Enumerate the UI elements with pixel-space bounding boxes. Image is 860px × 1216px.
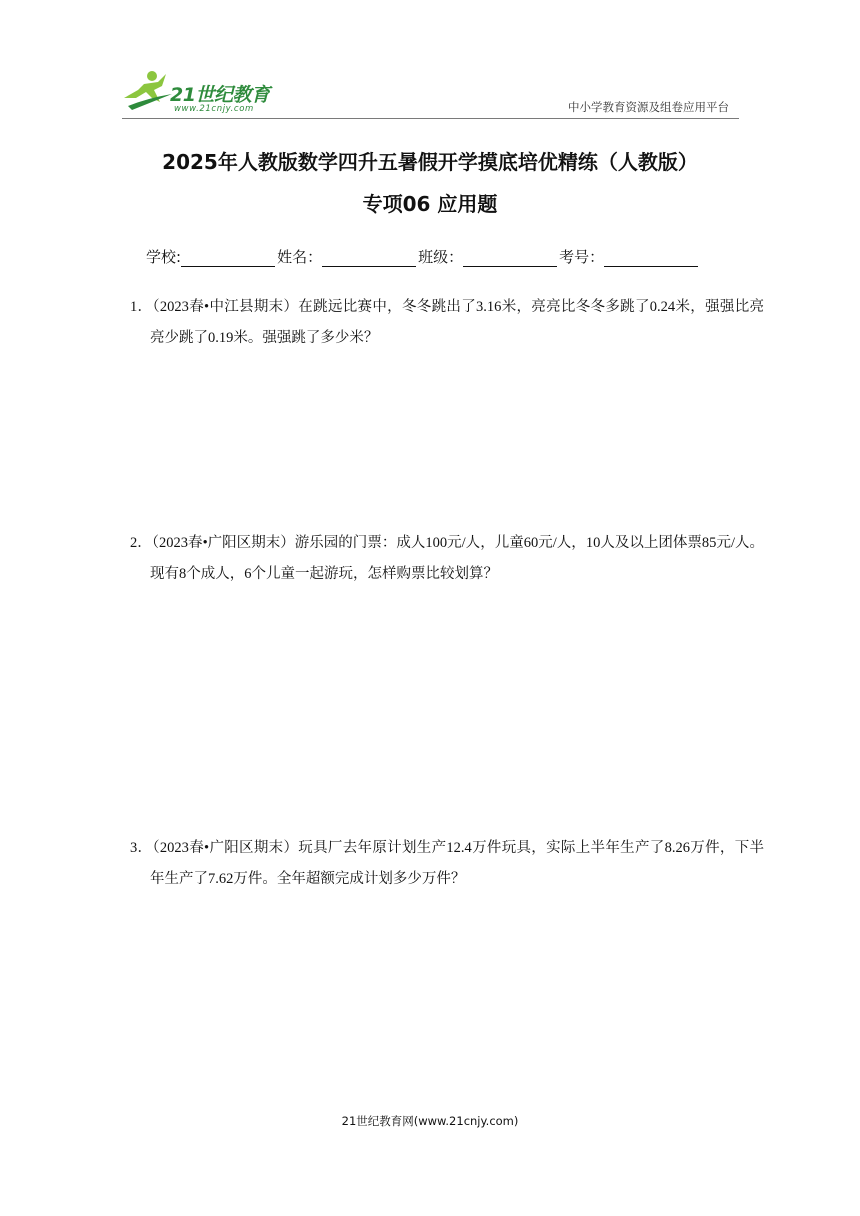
question-text: 在跳远比赛中，冬冬跳出了3.16米，亮亮比冬冬多跳了0.24米，强强比亮亮少跳了0.19米。强强跳了多少米？ [150,299,765,346]
exam-number-field[interactable] [604,248,698,267]
question-number: 1． [130,299,153,315]
question-1 [130,292,764,354]
question-3 [130,833,764,895]
school-field[interactable] [181,248,275,267]
question-text: 玩具厂去年原计划生产12.4万件玩具，实际上半年生产了8.26万件，下半年生产了7.62万件。全年超额完成计划多少万件？ [150,840,765,887]
logo [122,68,292,118]
name-field[interactable] [322,248,416,267]
header-divider [122,118,739,119]
logo-text: 21世纪教育 [170,84,270,106]
class-field[interactable] [463,248,557,267]
class-label: 班级： [418,248,464,266]
runner-logo-icon [122,68,174,114]
platform-tagline: 中小学教育资源及组卷应用平台 [568,100,729,114]
question-number: 2． [130,535,152,551]
question-text: 游乐园的门票：成人100元/人，儿童60元/人，10人及以上团体票85元/人。现有8个成人，6个儿童一起游玩，怎样购票比较划算？ [150,535,765,582]
page-title: 2025年人教版数学四升五暑假开学摸底培优精练（人教版） [162,150,698,174]
question-source: （2023春•广阳区期末） [151,535,295,551]
page-footer: 21世纪教育网(www.21cnjy.com) [341,1114,519,1128]
school-label: 学校: [146,248,182,266]
exam-number-label: 考号： [559,248,605,266]
page-header [0,0,860,120]
question-source: （2023春•广阳区期末） [152,840,299,856]
name-label: 姓名： [277,248,323,266]
question-2 [130,528,764,590]
page-subtitle: 专项06 应用题 [362,192,498,216]
question-source: （2023春•中江县期末） [152,299,299,315]
question-number: 3． [130,840,153,856]
student-info-fields [146,246,726,267]
logo-url: www.21cnjy.com [174,104,254,114]
